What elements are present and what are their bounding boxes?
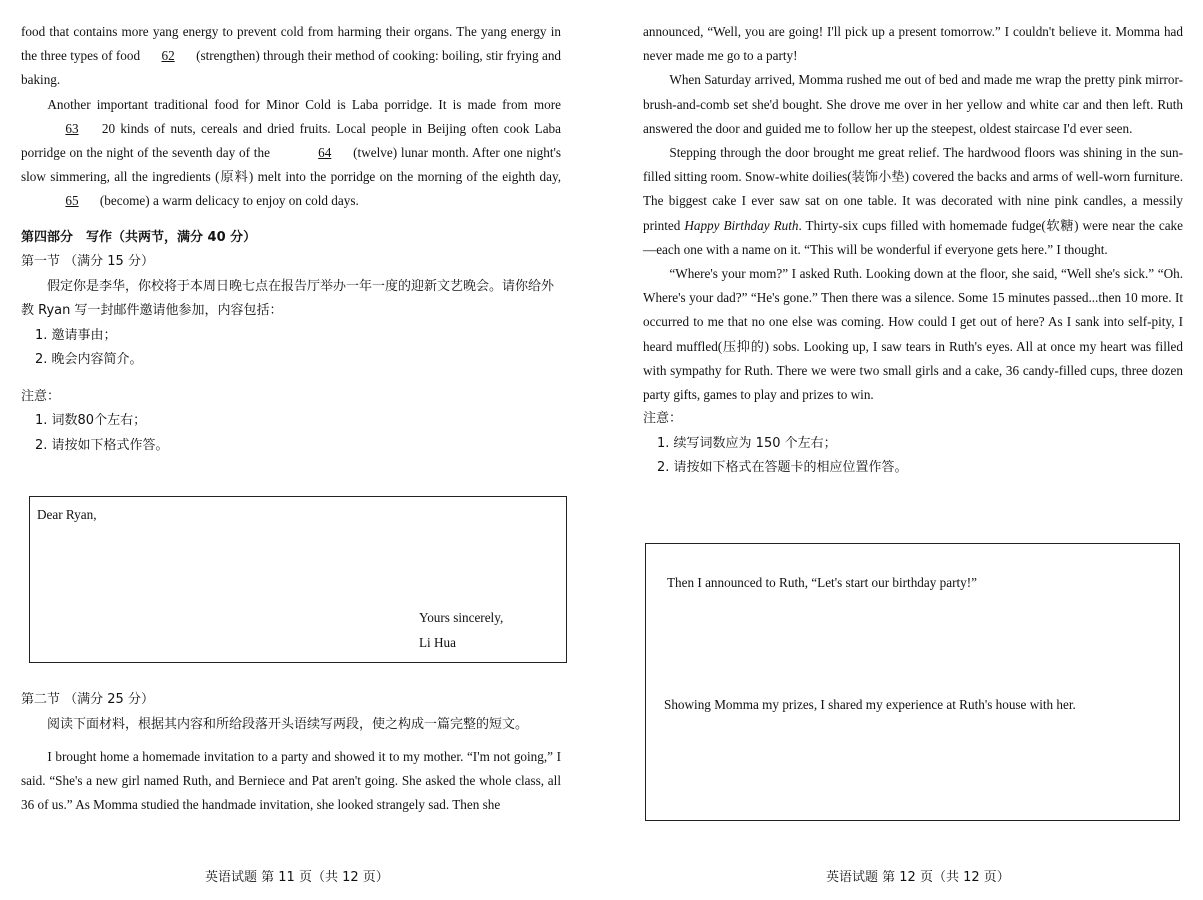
story-paragraph: “Where's your mom?” I asked Ruth. Looking down at the floor, she said, “Well she's sick.” “Oh. Where's your dad?” “He's gone.” Then there was a silence. Some 15 minutes passed...then 10 more. It occurred to me that no one else was coming. How could I get out of here? As I sank into self-pity, I heard muffled(压抑的) sobs. Looking up, I saw tears in Ruth's eyes. All at once my heart was filled with sympathy for Ruth. There we were two small girls and a cake, 36 candy-filled cups, three dozen party gifts, games to play and prizes to win. <box>643 266 1183 403</box>
section1-item: 2. 晚会内容简介。 <box>35 352 143 368</box>
blank-64: 64 <box>318 145 332 161</box>
section1-prompt: 假定你是李华，你校将于本周日晚七点在报告厅举办一年一度的迎新文艺晚会。请你给外教 Ryan 写一封邮件邀请他参加，内容包括： <box>21 278 555 319</box>
left-column <box>21 20 561 458</box>
letter-signature: Li Hua <box>419 635 456 650</box>
story-paragraph: announced, “Well, you are going! I'll pick up a present tomorrow.” I couldn't believe it. Momma had never made me go to a party! <box>643 24 1183 64</box>
section1-item: 1. 邀请事由； <box>35 327 117 343</box>
blank-63: 63 <box>65 120 79 136</box>
story-paragraph: Stepping through the door brought me great relief. The hardwood floors was shining in the sun-filled sitting room. Snow-white doilies(装饰小垫) covered the backs and arms of well-worn furniture. The biggest cake I ever saw sat on one table. It was decorated with nine pink candles, a messily printed Happy Birthday Ruth. Thirty-six cups filled with homemade fudge(软糖) were near the cake—each one with a name on it. “This will be wonderful if everyone gets here.” I thought. <box>643 145 1184 257</box>
laba-paragraph: Another important traditional food for Minor Cold is Laba porridge. It is made from more 63 20 kinds of nuts, cereals and dried fruits. Local people in Beijing often cook Laba porridge on the night of the seventh day of the 64 (twelve) lunar month. After one night's slow simmering, all the ingredients (原料) melt into the porridge on the morning of the eighth day, 65 (become) a warm delicacy to enjoy on cold days. <box>21 93 561 214</box>
right-column <box>643 20 1183 481</box>
continuation-answer-box <box>645 543 1180 821</box>
story-paragraph: When Saturday arrived, Momma rushed me out of bed and made me wrap the pretty pink mirror-brush-and-comb set she'd bought. She drove me over in her yellow and white car and then left. Ruth answered the door and guided me to follow her up the steepest, oldest staircase I'd ever seen. <box>643 72 1183 136</box>
continuation-opening-1: Then I announced to Ruth, “Let's start our birthday party!” <box>667 575 977 590</box>
story-paragraph: I brought home a homemade invitation to a party and showed it to my mother. “I'm not going,” I said. “She's a new girl named Ruth, and Berniece and Pat aren't going. She asked the whole class, all 36 of us.” As Momma studied the handmade invitation, she looked strangely sad. Then she <box>21 749 561 813</box>
part4-title: 第四部分 写作（共两节，满分 40 分） <box>21 229 257 245</box>
section1-note: 2. 请按如下格式作答。 <box>35 437 169 453</box>
continuation-opening-2: Showing Momma my prizes, I shared my experience at Ruth's house with her. <box>664 697 1076 712</box>
continuation-note: 2. 请按如下格式在答题卡的相应位置作答。 <box>657 460 908 476</box>
section2-title: 第二节 （满分 25 分） <box>21 692 154 707</box>
left-page <box>0 0 590 900</box>
page-footer: 英语试题 第 11 页（共 12 页） <box>205 870 389 885</box>
letter-greeting: Dear Ryan, <box>37 507 97 522</box>
blank-62: 62 <box>161 48 175 64</box>
section2-prompt: 阅读下面材料，根据其内容和所给段落开头语续写两段，使之构成一篇完整的短文。 <box>47 716 529 732</box>
right-page <box>620 0 1203 900</box>
food-paragraph: food that contains more yang energy to prevent cold from harming their organs. The yang energy in the three types of food 62 (strengthen) through their method of cooking: boiling, stir frying and baking. <box>21 24 562 88</box>
letter-closing: Yours sincerely, <box>419 610 504 625</box>
continuation-note: 1. 续写词数应为 150 个左右； <box>657 435 837 451</box>
section2 <box>21 688 561 818</box>
note-label: 注意： <box>643 411 683 427</box>
note-label: 注意： <box>21 388 61 404</box>
letter-answer-box <box>29 496 567 663</box>
blank-65: 65 <box>65 193 79 209</box>
section1-title: 第一节 （满分 15 分） <box>21 254 154 270</box>
page-footer: 英语试题 第 12 页（共 12 页） <box>826 870 1010 885</box>
section1-note: 1. 词数80个左右； <box>35 413 147 429</box>
